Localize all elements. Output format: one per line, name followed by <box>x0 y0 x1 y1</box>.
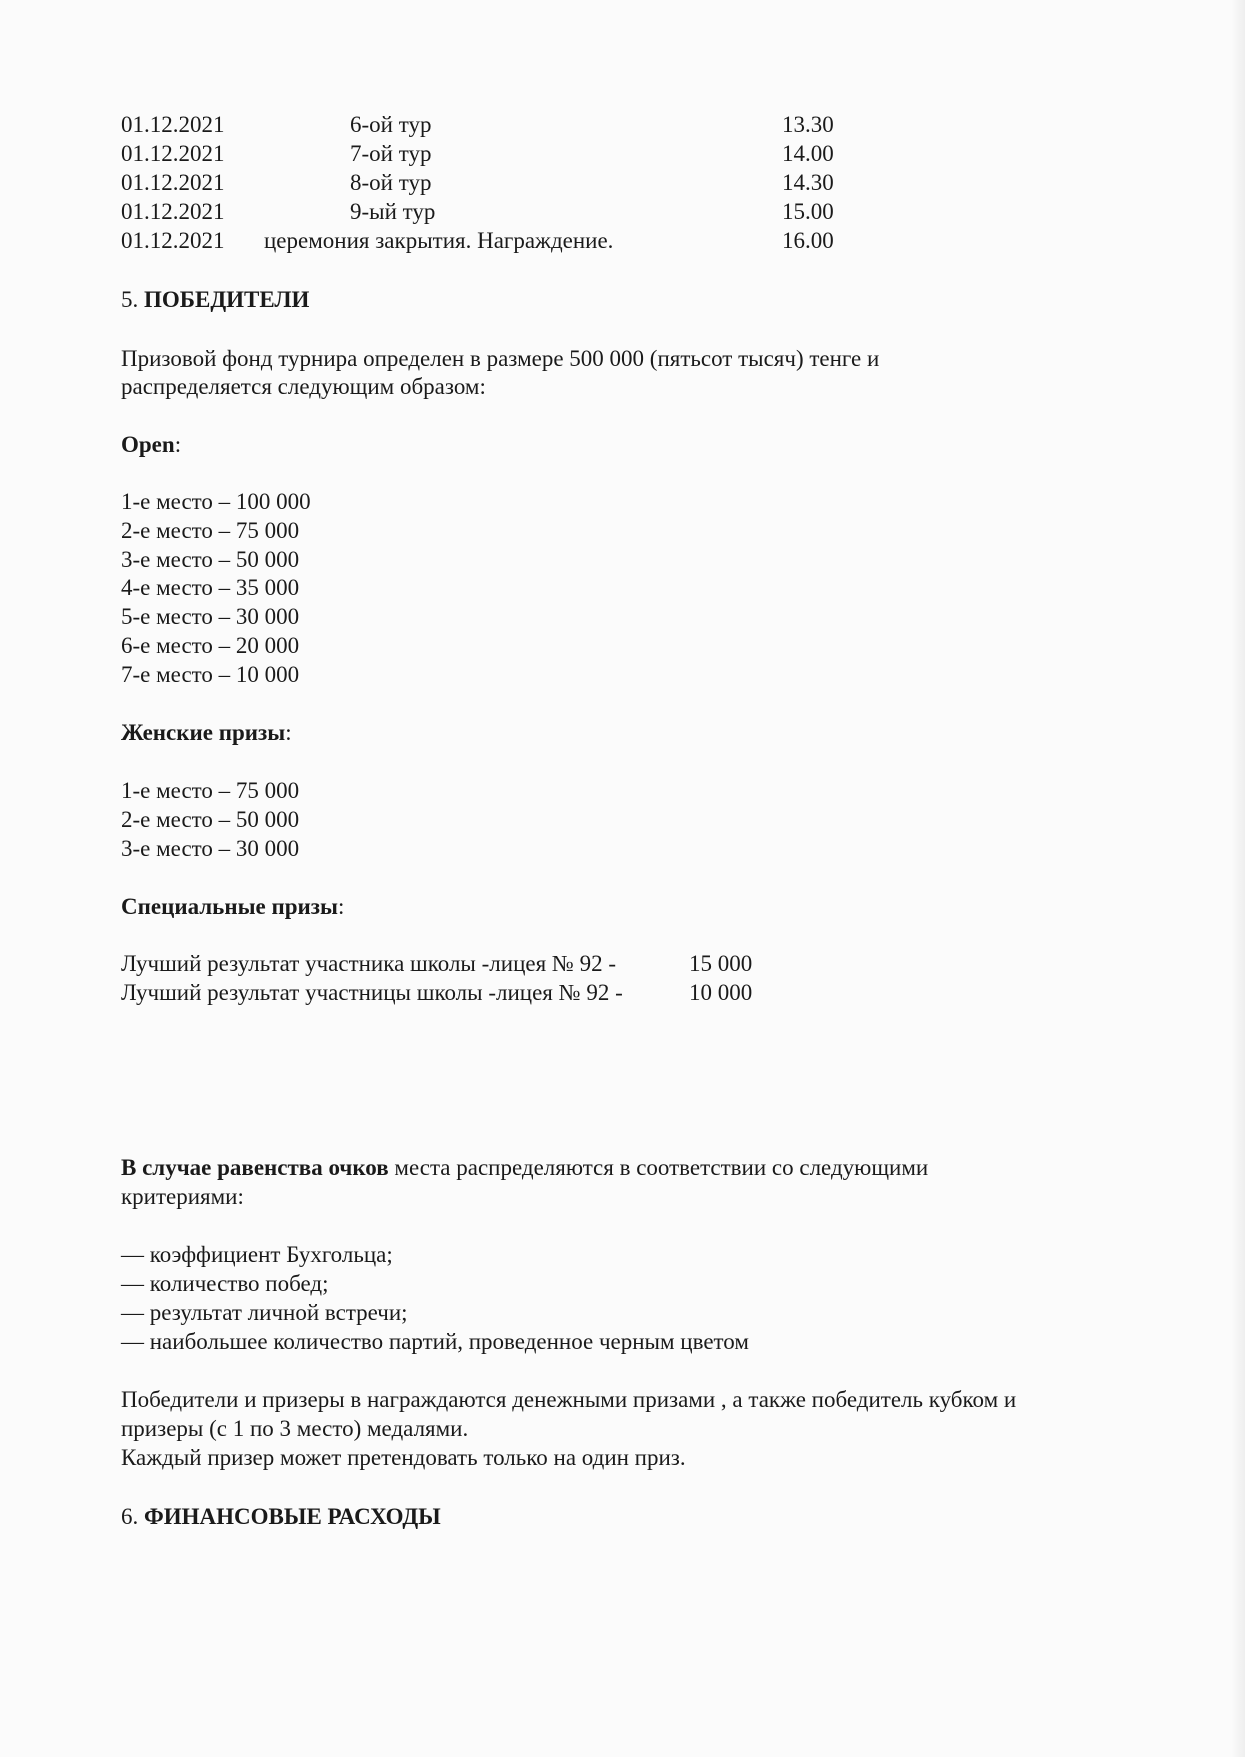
heading-colon: : <box>338 894 345 919</box>
list-item: 1-е место – 100 000 <box>121 489 311 514</box>
list-item: — количество побед; <box>121 1271 329 1296</box>
schedule-row <box>0 170 1245 199</box>
section-title: ПОБЕДИТЕЛИ <box>144 287 310 312</box>
schedule-time: 14.30 <box>782 170 834 195</box>
scan-edge-shadow <box>1231 0 1245 1757</box>
section-number: 6. <box>121 1504 139 1529</box>
schedule-date: 01.12.2021 <box>121 141 225 166</box>
list-item: 5-е место – 30 000 <box>121 604 300 629</box>
list-item: 7-е место – 10 000 <box>121 662 300 687</box>
section-number: 5. <box>121 287 139 312</box>
prize-fund-text: Призовой фонд турнира определен в размере 500 000 (пятьсот тысяч) тенге и <box>121 346 880 371</box>
special-prize-label: Лучший результат участницы школы -лицея № 92 - <box>121 980 623 1005</box>
schedule-row <box>0 199 1245 228</box>
special-heading-label: Специальные призы <box>121 894 339 919</box>
list-item <box>121 979 753 1007</box>
schedule-time: 15.00 <box>782 199 834 224</box>
women-heading-label: Женские призы <box>121 720 286 745</box>
open-heading <box>121 431 181 459</box>
schedule-date: 01.12.2021 <box>121 199 225 224</box>
awards-text: Каждый призер может претендовать только на один приз. <box>121 1445 686 1470</box>
schedule-row <box>0 112 1245 141</box>
awards-text: призеры (с 1 по 3 место) медалями. <box>121 1416 469 1441</box>
schedule-event: 7-ой тур <box>350 141 432 166</box>
prize-fund-text: распределяется следующим образом: <box>121 374 486 399</box>
schedule-row <box>0 141 1245 170</box>
list-item: — коэффициент Бухгольца; <box>121 1242 393 1267</box>
list-item <box>121 950 753 978</box>
heading-colon: : <box>285 720 292 745</box>
list-item: 3-е место – 50 000 <box>121 547 300 572</box>
special-prize-amount: 15 000 <box>689 951 753 976</box>
tie-break-text <box>121 1154 928 1182</box>
schedule-date: 01.12.2021 <box>121 170 225 195</box>
awards-text: Победители и призеры в награждаются денежными призами , а также победитель кубком и <box>121 1387 1017 1412</box>
tie-break-bold: В случае равенства очков <box>121 1155 389 1180</box>
schedule-event: церемония закрытия. Награждение. <box>264 228 614 253</box>
schedule-time: 14.00 <box>782 141 834 166</box>
list-item: 3-е место – 30 000 <box>121 836 300 861</box>
schedule-date: 01.12.2021 <box>121 112 225 137</box>
special-heading <box>121 893 344 921</box>
list-item: 2-е место – 50 000 <box>121 807 300 832</box>
list-item: 1-е место – 75 000 <box>121 778 300 803</box>
schedule-time: 16.00 <box>782 228 834 253</box>
tie-break-text: критериями: <box>121 1184 244 1209</box>
schedule-row <box>0 228 1245 257</box>
schedule-event: 8-ой тур <box>350 170 432 195</box>
section-title: ФИНАНСОВЫЕ РАСХОДЫ <box>144 1504 441 1529</box>
list-item: — результат личной встречи; <box>121 1300 408 1325</box>
heading-colon: : <box>174 432 182 457</box>
tie-break-rest: места распределяются в соответствии со следующими <box>388 1155 929 1180</box>
women-heading <box>121 719 292 747</box>
open-heading-label: Open <box>121 432 175 457</box>
section-6-heading <box>121 1503 441 1531</box>
schedule-event: 6-ой тур <box>350 112 432 137</box>
schedule-time: 13.30 <box>782 112 834 137</box>
special-prize-amount: 10 000 <box>689 980 753 1005</box>
list-item: 4-е место – 35 000 <box>121 575 300 600</box>
list-item: — наибольшее количество партий, проведенное черным цветом <box>121 1329 749 1354</box>
section-5-heading <box>121 286 309 314</box>
list-item: 2-е место – 75 000 <box>121 518 300 543</box>
list-item: 6-е место – 20 000 <box>121 633 300 658</box>
schedule-date: 01.12.2021 <box>121 228 225 253</box>
schedule-event: 9-ый тур <box>350 199 436 224</box>
special-prize-label: Лучший результат участника школы -лицея № 92 - <box>121 951 617 976</box>
